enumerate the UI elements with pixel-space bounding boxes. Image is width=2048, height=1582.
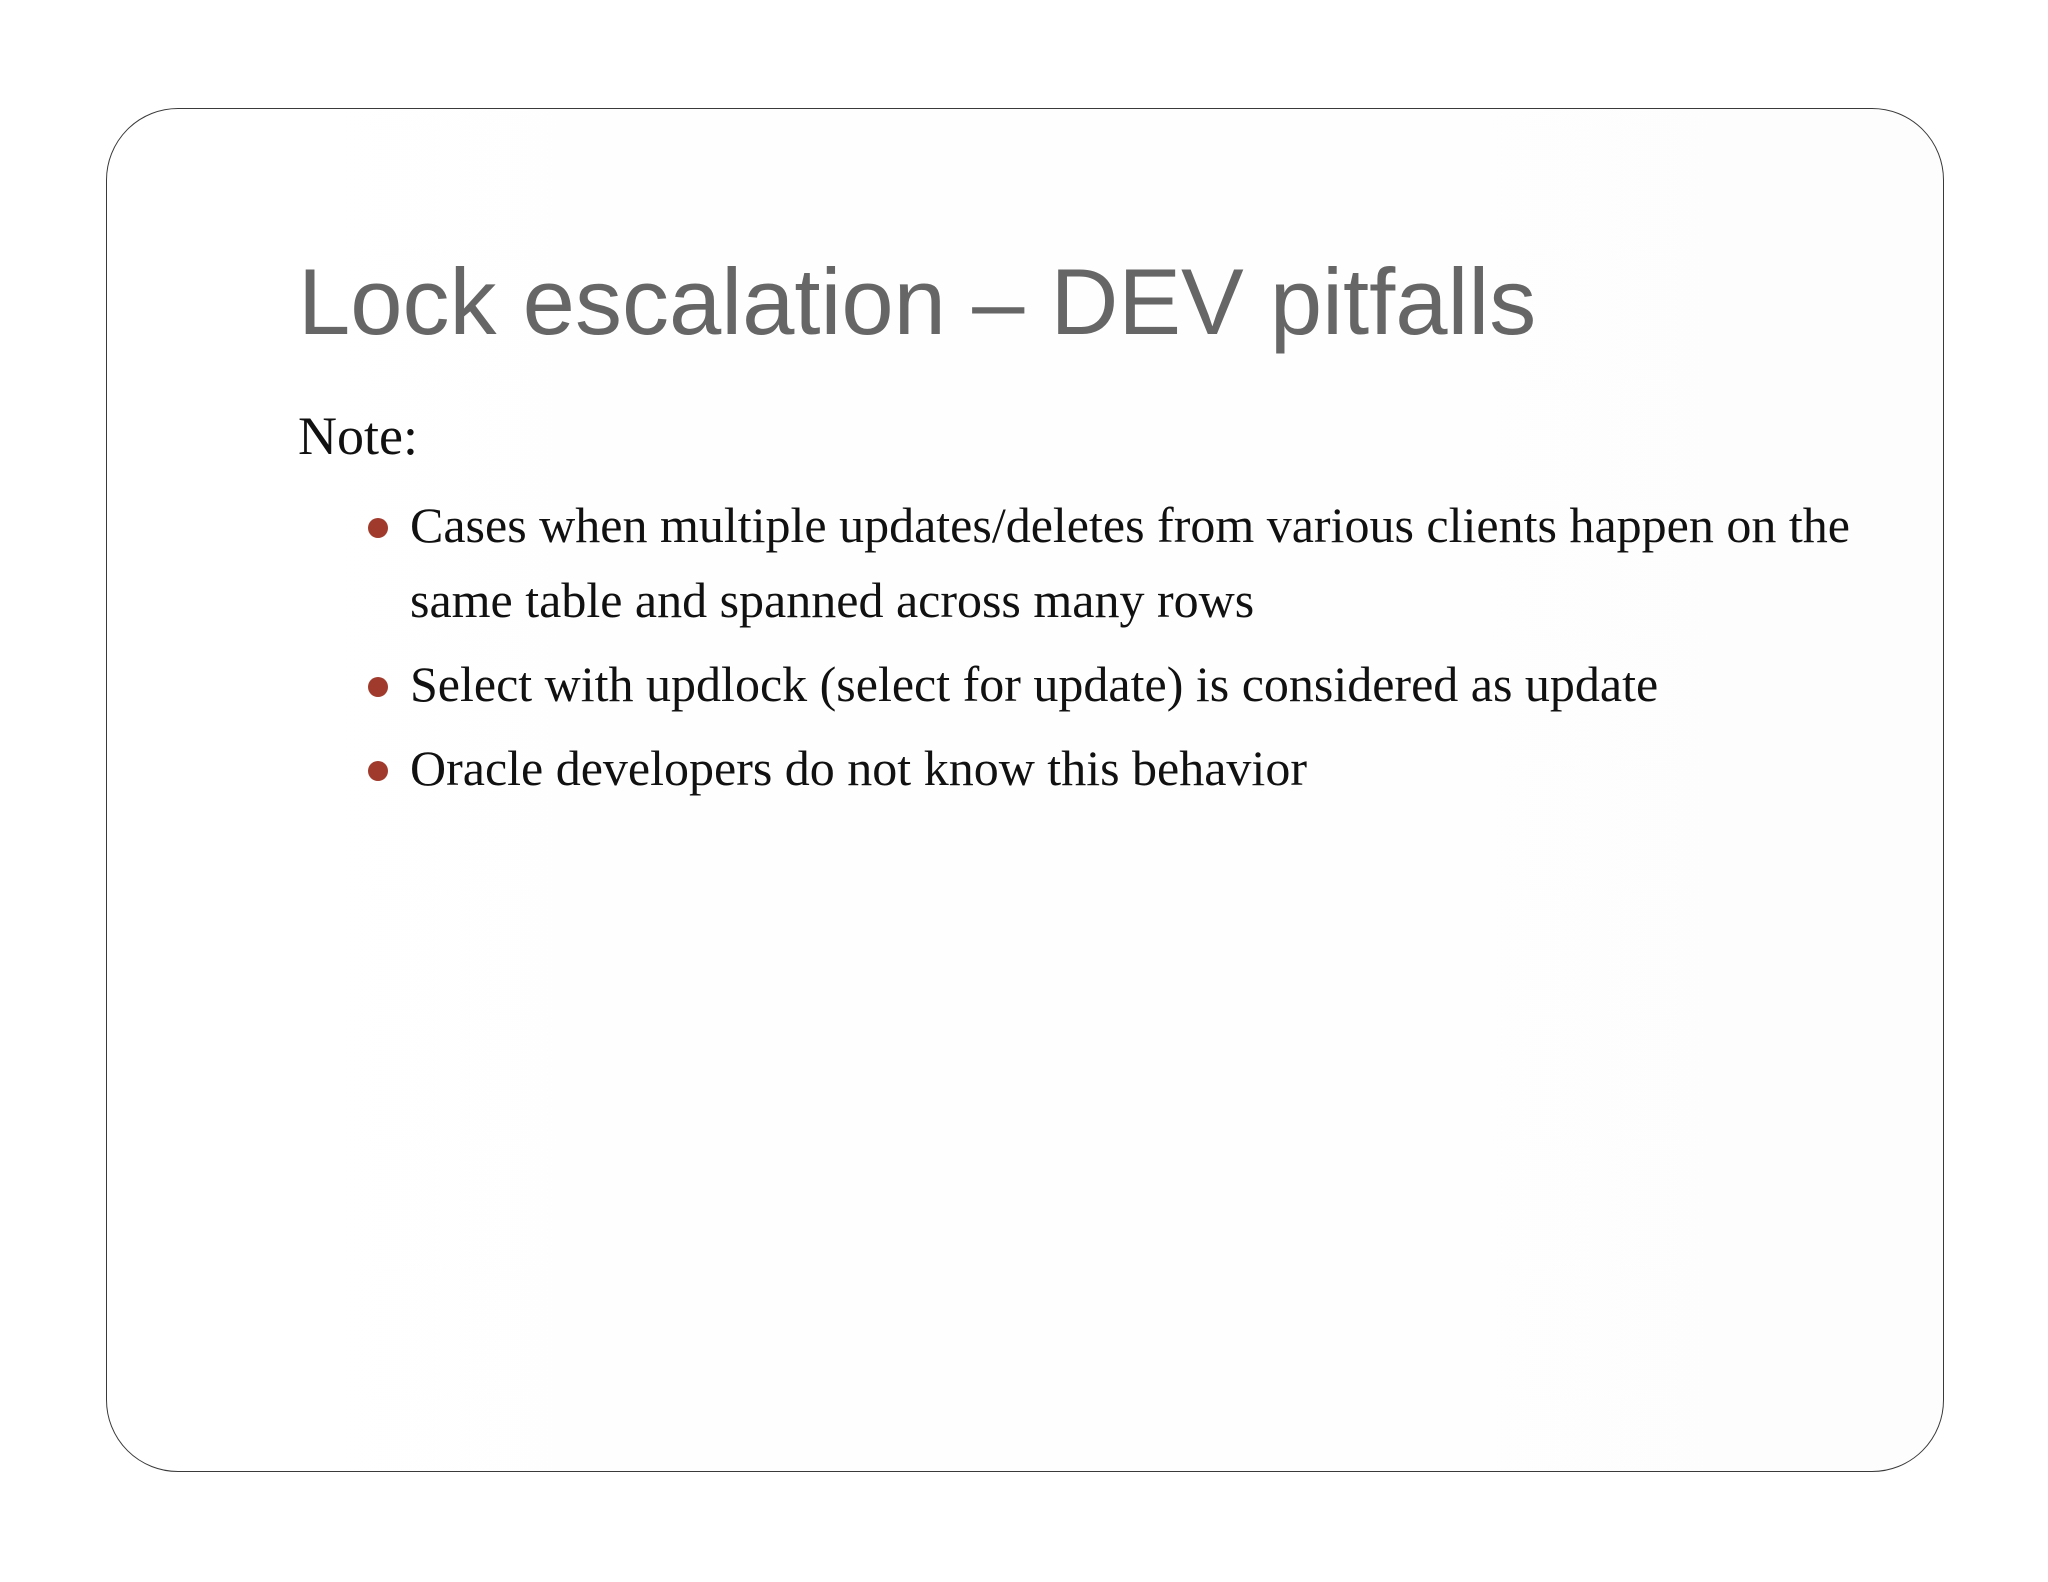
bullet-text: Select with updlock (select for update) is considered as update <box>410 656 1659 712</box>
bullet-dot-icon <box>368 518 388 538</box>
note-label: Note: <box>298 406 418 466</box>
bullet-dot-icon <box>368 677 388 697</box>
bullet-item <box>410 647 1858 722</box>
bullet-list <box>298 488 1858 806</box>
slide-title: Lock escalation – DEV pitfalls <box>298 249 1537 354</box>
bullet-item <box>410 731 1858 806</box>
bullet-dot-icon <box>368 761 388 781</box>
bullet-item <box>410 488 1858 638</box>
slide-body <box>298 404 1858 815</box>
bullet-text: Cases when multiple updates/deletes from various clients happen on the same table and spanned across many rows <box>410 497 1850 628</box>
bullet-text: Oracle developers do not know this behavior <box>410 740 1307 796</box>
